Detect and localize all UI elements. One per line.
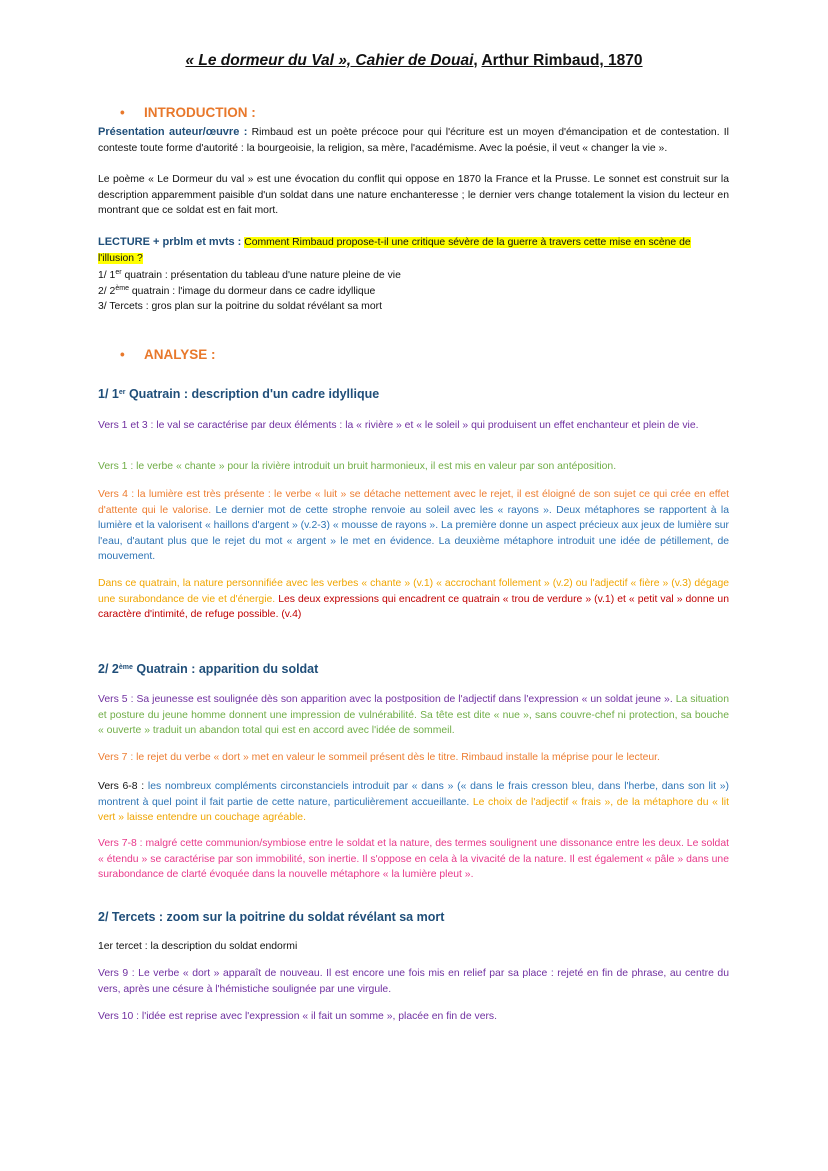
- movement-2: 2/ 2ème quatrain : l'image du dormeur dans ce cadre idyllique: [98, 285, 376, 297]
- lecture-problematique: [98, 235, 729, 266]
- q1-paragraph-2: Vers 1 : le verbe « chante » pour la rivière introduit un bruit harmonieux, il est mis en valeur par son antéposition.: [98, 461, 617, 472]
- intro-heading: [98, 104, 729, 122]
- q1-paragraph-4: Dans ce quatrain, la nature personnifiée avec les verbes « chante » (v.1) « accrochant follement » (v.2) ou l'adjectif « fière » (v.3) dégage une surabondance de vie et d'énergie. Les deux expressions qui encadrent ce quatrain « trou de verdure » (v.1) et « petit val » donne un caractère d'intimité, de refuge possible. (v.4): [98, 578, 729, 621]
- title-work: « Le dormeur du Val », Cahier de Douai: [185, 52, 474, 69]
- intro-heading-text: INTRODUCTION :: [144, 105, 256, 120]
- intro-poem-description: Le poème « Le Dormeur du val » est une évocation du conflit qui oppose en 1870 la France et la Prusse. Le sonnet est construit sur la description apparemment paisible d'un soldat dans une nature enchanteresse ; le dernier vers change totalement la vision du lecteur en montrant que ce soldat est en fait mort.: [98, 174, 729, 217]
- tercet-paragraph-2: Vers 10 : l'idée est reprise avec l'expression « il fait un somme », placée en fin de vers.: [98, 1011, 498, 1022]
- intro-presentation: [98, 125, 729, 156]
- presentation-text: Rimbaud est un poète précoce pour qui l'écriture est un moyen d'émancipation et de contestation. Il conteste toute forme d'autorité : la bourgeoisie, la religion, sa mère, l'académisme. Avec la poésie, il veut « changer la vie ».: [98, 127, 729, 154]
- q2-paragraph-4: Vers 7-8 : malgré cette communion/symbiose entre le soldat et la nature, des termes soulignent une dissonance entre les deux. Le soldat « étendu » se caractérise par son immobilité, son inertie. Il s'oppose en cela à la vivacité de la nature. Il est également « pâle » dans une surabondance de clarté évoquée dans la nouvelle métaphore « la lumière pleut ».: [98, 838, 729, 881]
- q2-paragraph-1: Vers 5 : Sa jeunesse est soulignée dès son apparition avec la postposition de l'adjectif dans l'expression « un soldat jeune ». La situation et posture du jeune homme donnent une impression de vulnérabilité. Sa tête est dite « nue », sans couvre-chef ni protection, sa bouche « ouverte » traduit un abandon total qui est en accord avec l'idée de sommeil.: [98, 694, 729, 737]
- movement-3: 3/ Tercets : gros plan sur la poitrine du soldat révélant sa mort: [98, 301, 382, 312]
- problematique-text: Comment Rimbaud propose-t-il une critique sévère de la guerre à travers cette mise en scène de l'illusion ?: [98, 237, 691, 264]
- q2-paragraph-2: Vers 7 : le rejet du verbe « dort » met en valeur le sommeil présent dès le titre. Rimbaud installe la méprise pour le lecteur.: [98, 752, 660, 763]
- analyse-heading: [98, 346, 729, 364]
- q1-paragraph-1: Vers 1 et 3 : le val se caractérise par deux éléments : la « rivière » et « le soleil » qui produisent un effet enchanteur et plein de vie.: [98, 420, 699, 431]
- bullet-icon: •: [120, 105, 125, 120]
- movement-1: 1/ 1er quatrain : présentation du tableau d'une nature pleine de vie: [98, 269, 401, 281]
- q1-paragraph-3: Vers 4 : la lumière est très présente : le verbe « luit » se détache nettement avec le rejet, il est éloigné de son sujet ce qui crée en effet d'attente qui le valorise. Le dernier mot de cette strophe renvoie au soleil avec les « rayons ». Deux métaphores se rapportent à la lumière et la valorisent « haillons d'argent » (v.2-3) « mousse de rayons ». La première donne un aspect précieux aux jeux de lumière sur l'eau, d'autant plus que le rejet du mot « argent » le met en évidence. La deuxième métaphore introduit une idée de pétillement, de mouvement.: [98, 489, 729, 563]
- analyse-heading-text: ANALYSE :: [144, 347, 216, 362]
- tercet-1-subheading: 1er tercet : la description du soldat endormi: [98, 941, 298, 952]
- title-separator: ,: [473, 52, 482, 69]
- quatrain-1-heading: 1/ 1er Quatrain : description d'un cadre idyllique: [98, 387, 380, 401]
- q2-paragraph-3: Vers 6-8 : les nombreux compléments circonstanciels introduit par « dans » (« dans le frais cresson bleu, dans l'herbe, dans son lit ») montrent à quel point il fait partie de cette nature, particulièrement accueillante. Le choix de l'adjectif « frais », de la métaphore du « lit vert » laisse entendre un couchage agréable.: [98, 781, 729, 824]
- presentation-label: Présentation auteur/œuvre :: [98, 126, 248, 138]
- title-author: Arthur Rimbaud, 1870: [481, 52, 643, 69]
- lecture-label: LECTURE + prblm et mvts :: [98, 236, 242, 248]
- document-title: [0, 50, 828, 72]
- tercets-heading: 2/ Tercets : zoom sur la poitrine du soldat révélant sa mort: [98, 910, 445, 924]
- tercet-paragraph-1: Vers 9 : Le verbe « dort » apparaît de nouveau. Il est encore une fois mis en relief par sa place : rejeté en fin de phrase, au centre du vers, après une césure à l'hémistiche soulignée par une virgule.: [98, 968, 729, 995]
- quatrain-2-heading: 2/ 2ème Quatrain : apparition du soldat: [98, 662, 319, 676]
- bullet-icon: •: [120, 347, 125, 362]
